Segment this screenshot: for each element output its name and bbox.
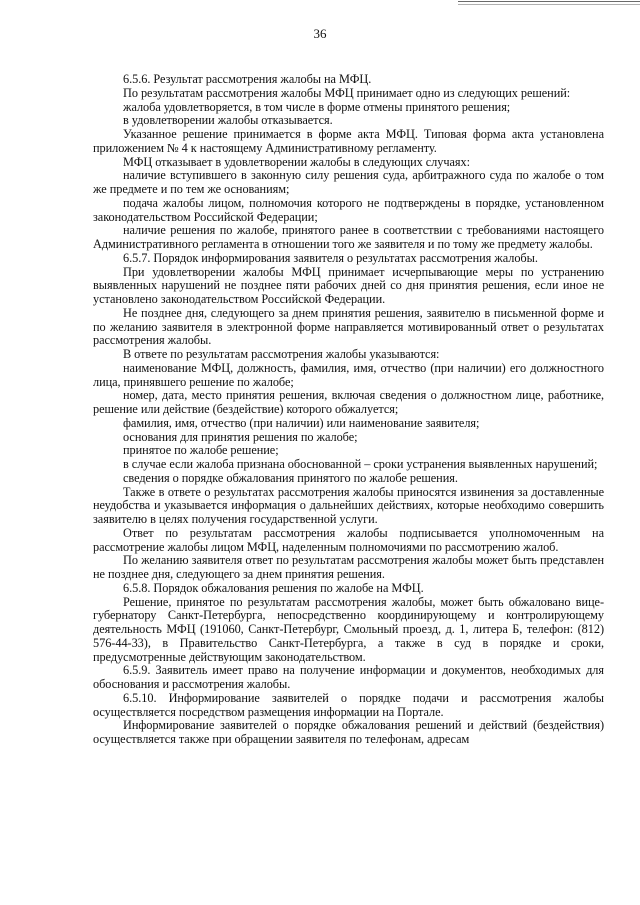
paragraph: Решение, принятое по результатам рассмотрения жалобы, может быть обжаловано вице-губернатору Санкт-Петербурга, непосредственно координирующему и контролирующему деятельность МФЦ (191060, Санкт-Петербург, Смольный проезд, д. 1, литера Б, телефон: (812) 576-44-33), в Правительство Санкт-Петербурга, а также в суд в порядке и сроки, предусмотренные действующим законодательством. bbox=[93, 594, 604, 664]
section-heading-6-5-9: 6.5.9. Заявитель имеет право на получение информации и документов, необходимых для обоснования и рассмотрения жалобы. bbox=[93, 663, 604, 691]
section-heading-6-5-8: 6.5.8. Порядок обжалования решения по жалобе на МФЦ. bbox=[123, 580, 424, 595]
section-heading-6-5-10: 6.5.10. Информирование заявителей о порядке подачи и рассмотрения жалобы осуществляется посредством размещения информации на Портале. bbox=[93, 690, 604, 719]
paragraph: В ответе по результатам рассмотрения жалобы указываются: bbox=[123, 347, 440, 361]
section-heading-6-5-6: 6.5.6. Результат рассмотрения жалобы на МФЦ. bbox=[123, 72, 372, 86]
list-item: основания для принятия решения по жалобе; bbox=[123, 429, 358, 444]
list-item: наименование МФЦ, должность, фамилия, имя, отчество (при наличии) его должностного лица, принявшего решение по жалобе; bbox=[93, 360, 604, 389]
list-item: принятое по жалобе решение; bbox=[123, 443, 279, 458]
list-item: сведения о порядке обжалования принятого по жалобе решения. bbox=[123, 470, 458, 485]
paragraph: По желанию заявителя ответ по результатам рассмотрения жалобы может быть представлен не позднее дня, следующего за днем принятия решения. bbox=[93, 553, 604, 581]
paragraph: Не позднее дня, следующего за днем принятия решения, заявителю в письменной форме и по желанию заявителя в электронной форме направляется мотивированный ответ о результатах рассмотрения жалобы. bbox=[93, 305, 604, 348]
paragraph: Также в ответе о результатах рассмотрения жалобы приносятся извинения за доставленные неудобства и указывается информация о дальнейших действиях, которые необходимо совершить заявителю в целях получения государственной услуги. bbox=[93, 484, 604, 526]
list-item: наличие вступившего в законную силу решения суда, арбитражного суда по жалобе о том же предмете и по тем же основаниям; bbox=[93, 168, 604, 196]
paragraph: Информирование заявителей о порядке обжалования решений и действий (бездействия) осуществляется также при обращении заявителя по телефонам, адресам bbox=[93, 718, 604, 746]
list-item: подача жалобы лицом, полномочия которого не подтверждены в порядке, установленном законодательством Российской Федерации; bbox=[93, 195, 604, 224]
paragraph: При удовлетворении жалобы МФЦ принимает исчерпывающие меры по устранению выявленных нарушений не позднее пяти рабочих дней со дня принятия решения, если иное не установлено законодательством Российской Федерации. bbox=[93, 264, 604, 306]
paragraph: По результатам рассмотрения жалобы МФЦ принимает одно из следующих решений: bbox=[123, 85, 571, 100]
list-item: номер, дата, место принятия решения, включая сведения о должностном лице, работнике, решение или действие (бездействие) которого обжалуется; bbox=[93, 388, 604, 416]
section-heading-6-5-7: 6.5.7. Порядок информирования заявителя о результатах рассмотрения жалобы. bbox=[123, 250, 538, 265]
list-item: жалоба удовлетворяется, в том числе в форме отмены принятого решения; bbox=[123, 99, 511, 114]
page-number: 36 bbox=[313, 26, 327, 41]
list-item: наличие решения по жалобе, принятого ранее в соответствии с требованиями настоящего Административного регламента в отношении того же заявителя и по тому же предмету жалобы. bbox=[93, 223, 604, 251]
scan-edge-line bbox=[458, 1, 640, 5]
paragraph: Указанное решение принимается в форме акта МФЦ. Типовая форма акта установлена приложением № 4 к настоящему Административному регламенту. bbox=[93, 127, 604, 155]
paragraph: Ответ по результатам рассмотрения жалобы подписывается уполномоченным на рассмотрение жалобы лицом МФЦ, наделенным полномочиями по рассмотрению жалоб. bbox=[93, 525, 604, 554]
list-item: в случае если жалоба признана обоснованной – сроки устранения выявленных нарушений; bbox=[123, 457, 598, 471]
list-item: фамилия, имя, отчество (при наличии) или наименование заявителя; bbox=[123, 415, 480, 430]
list-item: в удовлетворении жалобы отказывается. bbox=[123, 113, 333, 128]
document-body bbox=[93, 73, 604, 747]
paragraph: МФЦ отказывает в удовлетворении жалобы в следующих случаях: bbox=[123, 154, 470, 169]
